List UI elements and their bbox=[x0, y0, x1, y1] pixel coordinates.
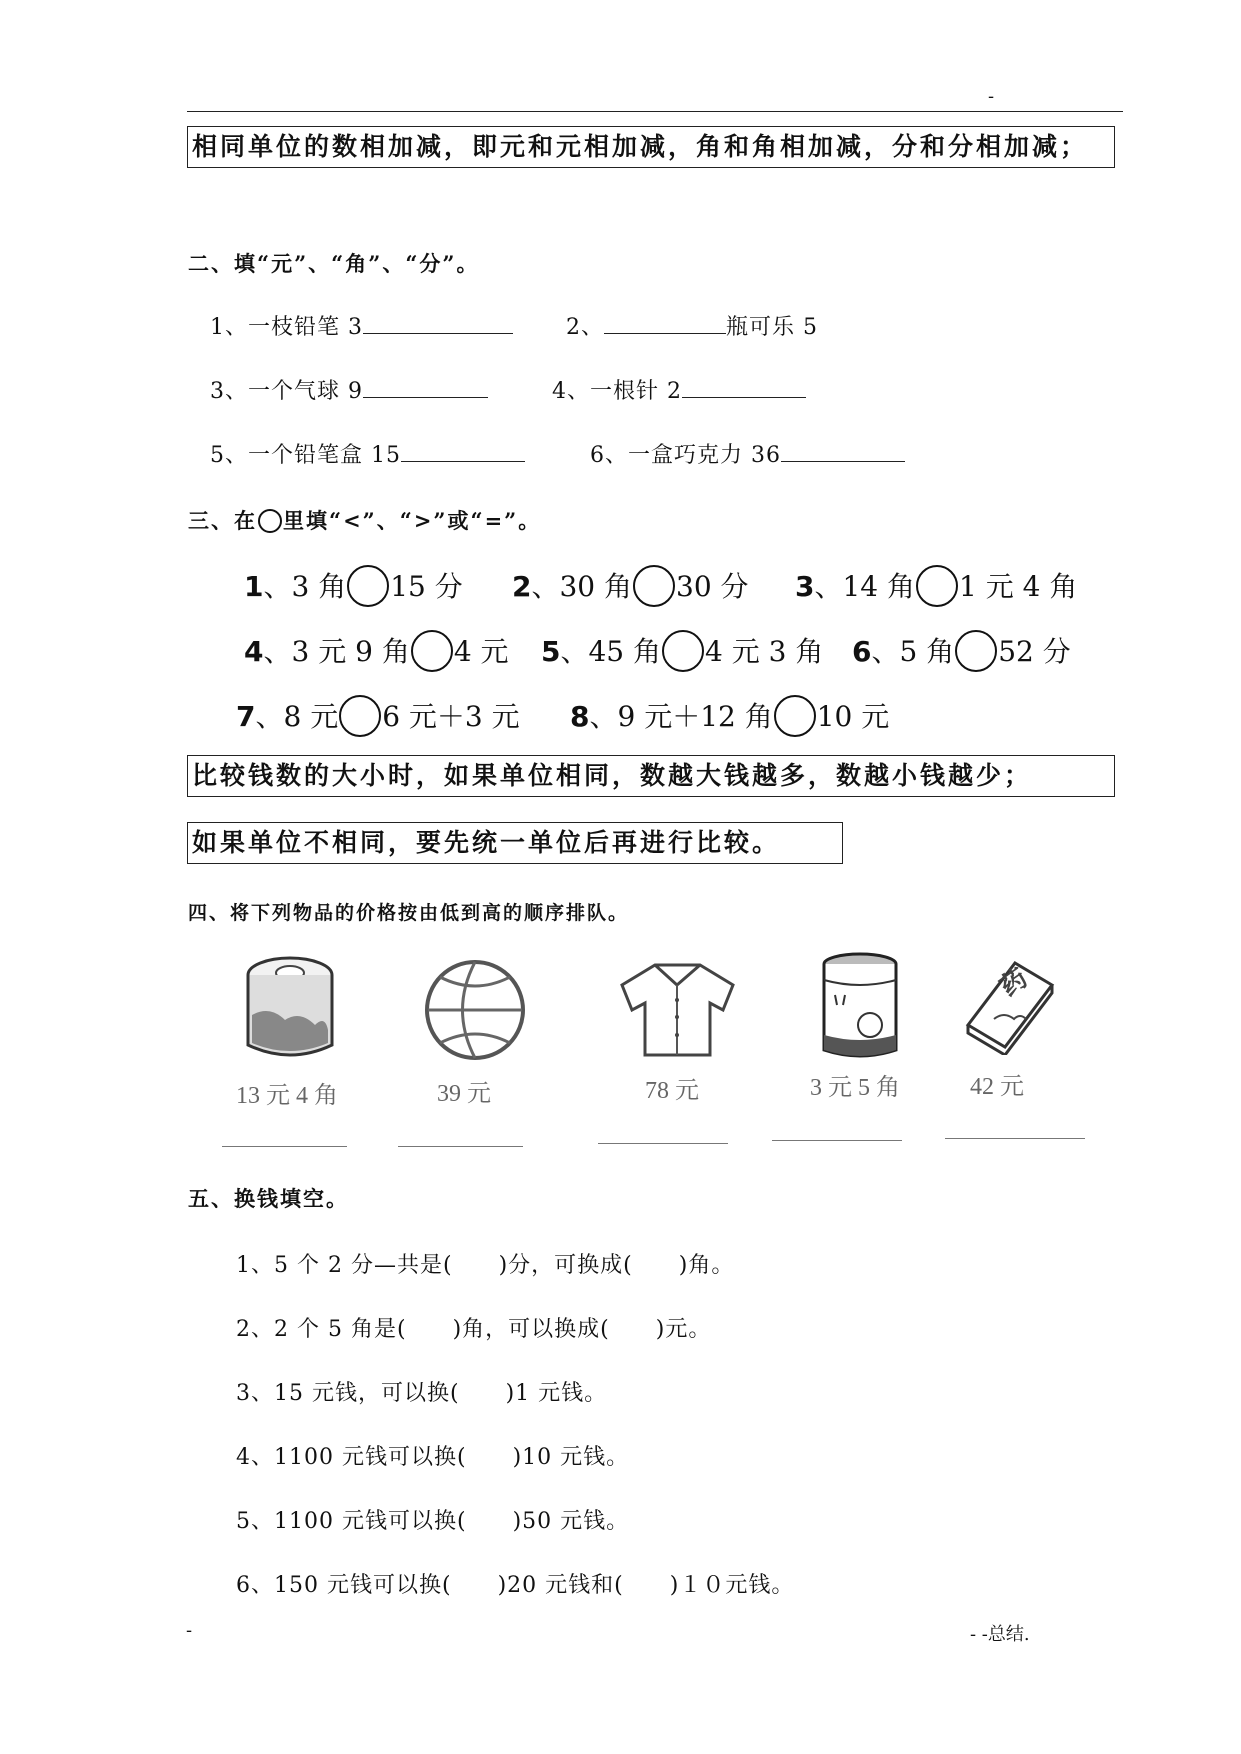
s5-q1c: )角。 bbox=[678, 1253, 735, 1278]
s2-q4-blank[interactable] bbox=[682, 375, 806, 398]
s5-q4b: )10 元钱。 bbox=[512, 1445, 630, 1470]
s5-q5 bbox=[236, 1504, 629, 1535]
order-answer-line-4[interactable] bbox=[772, 1140, 902, 1141]
s2-q2-blank[interactable] bbox=[604, 311, 726, 334]
s2-q4-text: 4、一根针 2 bbox=[552, 379, 682, 404]
basketball-icon bbox=[420, 955, 530, 1065]
s5-q1b: )分，可换成( bbox=[498, 1253, 633, 1278]
s2-q6-blank[interactable] bbox=[781, 439, 905, 462]
circle-icon bbox=[258, 509, 282, 533]
s2-q2-num: 2、 bbox=[566, 315, 604, 340]
compare-3-right: 1 元 4 角 bbox=[959, 570, 1078, 603]
note-box-3: 如果单位不相同，要先统一单位后再进行比较。 bbox=[187, 822, 843, 864]
s2-q3 bbox=[210, 374, 488, 405]
s3-title-b: 里填“<”、“>”或“=”。 bbox=[283, 508, 542, 533]
compare-5-left: 、45 角 bbox=[560, 635, 662, 668]
compare-6-right: 52 分 bbox=[998, 635, 1071, 668]
compare-7-num: 7 bbox=[236, 700, 256, 733]
s3-title-a: 三、在 bbox=[188, 508, 257, 533]
s2-q5-blank[interactable] bbox=[401, 439, 525, 462]
compare-8-left: 、9 元＋12 角 bbox=[589, 700, 773, 733]
item-price-2: 39 元 bbox=[437, 1081, 491, 1107]
compare-2-left: 、30 角 bbox=[531, 570, 633, 603]
compare-6-circle[interactable] bbox=[955, 630, 997, 672]
s2-q3-text: 3、一个气球 9 bbox=[210, 379, 363, 404]
item-price-5: 42 元 bbox=[970, 1074, 1024, 1100]
order-answer-line-2[interactable] bbox=[398, 1146, 523, 1147]
s5-q2 bbox=[236, 1312, 711, 1343]
compare-3-left: 、14 角 bbox=[814, 570, 916, 603]
compare-8 bbox=[570, 695, 889, 740]
s2-q3-blank[interactable] bbox=[363, 375, 488, 398]
s2-q5-text: 5、一个铅笔盒 15 bbox=[210, 443, 401, 468]
compare-5-num: 5 bbox=[541, 635, 561, 668]
compare-2-circle[interactable] bbox=[633, 565, 675, 607]
s5-q4 bbox=[236, 1440, 629, 1471]
section5-title: 五、换钱填空。 bbox=[188, 1186, 349, 1211]
compare-2-num: 2 bbox=[512, 570, 532, 603]
compare-3 bbox=[795, 565, 1077, 610]
s2-q2 bbox=[566, 310, 818, 341]
s5-q1a: 1、5 个 2 分—共是( bbox=[236, 1253, 453, 1278]
s2-q2-text: 瓶可乐 5 bbox=[726, 315, 818, 340]
compare-6-num: 6 bbox=[852, 635, 872, 668]
s5-q4a: 4、1100 元钱可以换( bbox=[236, 1445, 467, 1470]
compare-6 bbox=[852, 630, 1071, 675]
medicine-box-label: 药 bbox=[994, 963, 1034, 1003]
header-rule bbox=[187, 111, 1123, 112]
compare-4-right: 4 元 bbox=[453, 635, 509, 668]
compare-3-num: 3 bbox=[795, 570, 815, 603]
s5-q1 bbox=[236, 1248, 734, 1279]
note-box-1: 相同单位的数相加减，即元和元相加减，角和角相加减，分和分相加减； bbox=[187, 126, 1115, 168]
compare-4-left: 、3 元 9 角 bbox=[263, 635, 410, 668]
order-answer-line-5[interactable] bbox=[945, 1138, 1085, 1139]
s5-q3b: )1 元钱。 bbox=[505, 1381, 608, 1406]
compare-7-right: 6 元＋3 元 bbox=[382, 700, 520, 733]
compare-1-right: 15 分 bbox=[390, 570, 463, 603]
compare-2 bbox=[512, 565, 749, 610]
compare-4 bbox=[244, 630, 509, 675]
s2-q4 bbox=[552, 374, 806, 405]
footer-right: - -总结. bbox=[970, 1624, 1030, 1645]
order-answer-line-1[interactable] bbox=[222, 1146, 347, 1147]
section2-title: 二、填“元”、“角”、“分”。 bbox=[188, 251, 480, 276]
footer-left: - bbox=[186, 1620, 193, 1641]
medicine-box-icon bbox=[960, 955, 1060, 1055]
compare-5-circle[interactable] bbox=[662, 630, 704, 672]
s5-q6 bbox=[236, 1568, 794, 1599]
item-price-1: 13 元 4 角 bbox=[236, 1083, 338, 1109]
compare-8-right: 10 元 bbox=[816, 700, 890, 733]
compare-1-circle[interactable] bbox=[347, 565, 389, 607]
item-price-3: 78 元 bbox=[645, 1078, 699, 1104]
compare-1-num: 1 bbox=[244, 570, 264, 603]
item-price-4: 3 元 5 角 bbox=[810, 1075, 900, 1101]
s5-q6a: 6、150 元钱可以换( bbox=[236, 1573, 452, 1598]
compare-7 bbox=[236, 695, 520, 740]
s2-q1-text: 1、一枝铅笔 3 bbox=[210, 315, 363, 340]
header-mark: - bbox=[988, 86, 995, 107]
s5-q5b: )50 元钱。 bbox=[512, 1509, 630, 1534]
shirt-icon bbox=[615, 955, 740, 1060]
s5-q2a: 2、2 个 5 角是( bbox=[236, 1317, 407, 1342]
s5-q2b: )角，可以换成( bbox=[452, 1317, 610, 1342]
can-icon bbox=[240, 955, 340, 1065]
s5-q6b: )20 元钱和( bbox=[497, 1573, 624, 1598]
compare-4-circle[interactable] bbox=[411, 630, 453, 672]
s5-q3a: 3、15 元钱，可以换( bbox=[236, 1381, 460, 1406]
order-answer-line-3[interactable] bbox=[598, 1143, 728, 1144]
compare-8-num: 8 bbox=[570, 700, 590, 733]
s5-q5a: 5、1100 元钱可以换( bbox=[236, 1509, 467, 1534]
s5-q2c: )元。 bbox=[655, 1317, 712, 1342]
compare-8-circle[interactable] bbox=[774, 695, 816, 737]
compare-5-right: 4 元 3 角 bbox=[705, 635, 824, 668]
compare-5 bbox=[541, 630, 823, 675]
compare-7-circle[interactable] bbox=[339, 695, 381, 737]
section3-title bbox=[188, 505, 541, 535]
s2-q6-text: 6、一盒巧克力 36 bbox=[590, 443, 781, 468]
porridge-can-icon bbox=[815, 950, 905, 1065]
compare-3-circle[interactable] bbox=[916, 565, 958, 607]
s2-q1 bbox=[210, 310, 513, 341]
section4-title: 四、将下列物品的价格按由低到高的顺序排队。 bbox=[188, 902, 630, 924]
compare-2-right: 30 分 bbox=[676, 570, 749, 603]
compare-4-num: 4 bbox=[244, 635, 264, 668]
compare-1 bbox=[244, 565, 463, 610]
s2-q5 bbox=[210, 438, 525, 469]
s5-q6c: )１０元钱。 bbox=[669, 1573, 795, 1598]
compare-7-left: 、8 元 bbox=[255, 700, 339, 733]
note-box-2: 比较钱数的大小时，如果单位相同，数越大钱越多，数越小钱越少； bbox=[187, 755, 1115, 797]
s2-q1-blank[interactable] bbox=[363, 311, 513, 334]
compare-1-left: 、3 角 bbox=[263, 570, 347, 603]
compare-6-left: 、5 角 bbox=[871, 635, 955, 668]
s2-q6 bbox=[590, 438, 905, 469]
s5-q3 bbox=[236, 1376, 607, 1407]
